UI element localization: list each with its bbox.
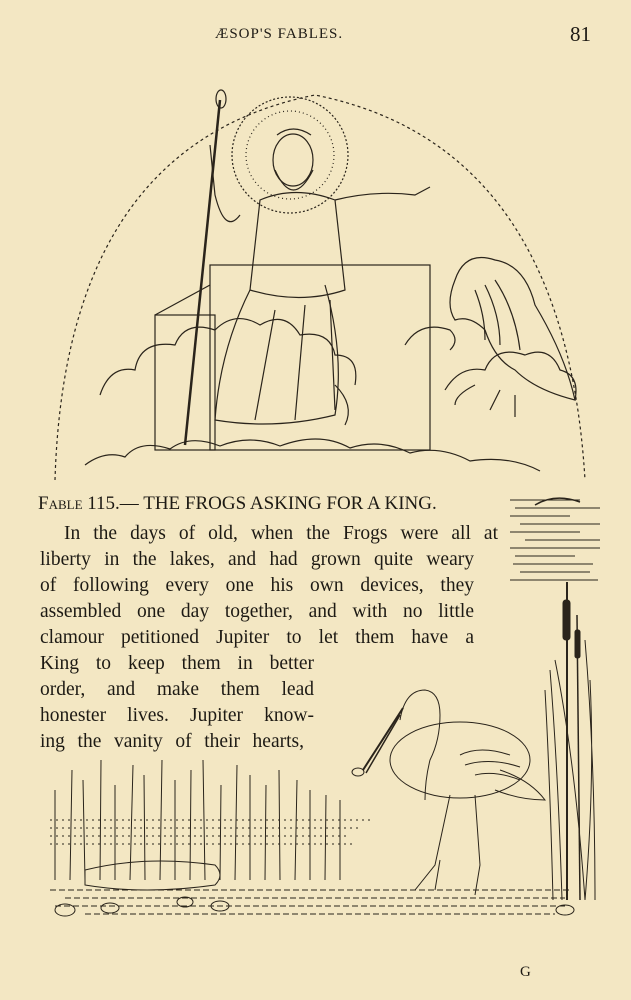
text-line-8: honester lives. Jupiter know- — [40, 705, 314, 726]
signature-mark: G — [520, 964, 531, 980]
text-line-2: liberty in the lakes, and had grown quite weary — [40, 549, 474, 570]
text-line-9: ing the vanity of their hearts, — [40, 731, 304, 752]
text-line-4: assembled one day together, and with no little — [40, 601, 474, 622]
text-line-5: clamour petitioned Jupiter to let them have a — [40, 627, 474, 648]
text-line-1: In the days of old, when the Frogs were all at — [64, 523, 498, 544]
text-line-3: of following every one his own devices, they — [40, 575, 474, 596]
fable-heading — [38, 493, 508, 515]
fable-heading-title: THE FROGS ASKING FOR A KING. — [143, 493, 437, 514]
fable-heading-label: Fable — [38, 493, 83, 514]
running-title: ÆSOP'S FABLES. — [215, 26, 344, 42]
text-line-6: King to keep them in better — [40, 653, 314, 674]
page-number: 81 — [570, 22, 591, 46]
stork-illustration — [45, 680, 595, 930]
fable-heading-number: 115.— — [82, 493, 139, 514]
text-line-7: order, and make them lead — [40, 679, 314, 700]
running-head — [0, 22, 631, 46]
jupiter-illustration — [45, 85, 590, 485]
